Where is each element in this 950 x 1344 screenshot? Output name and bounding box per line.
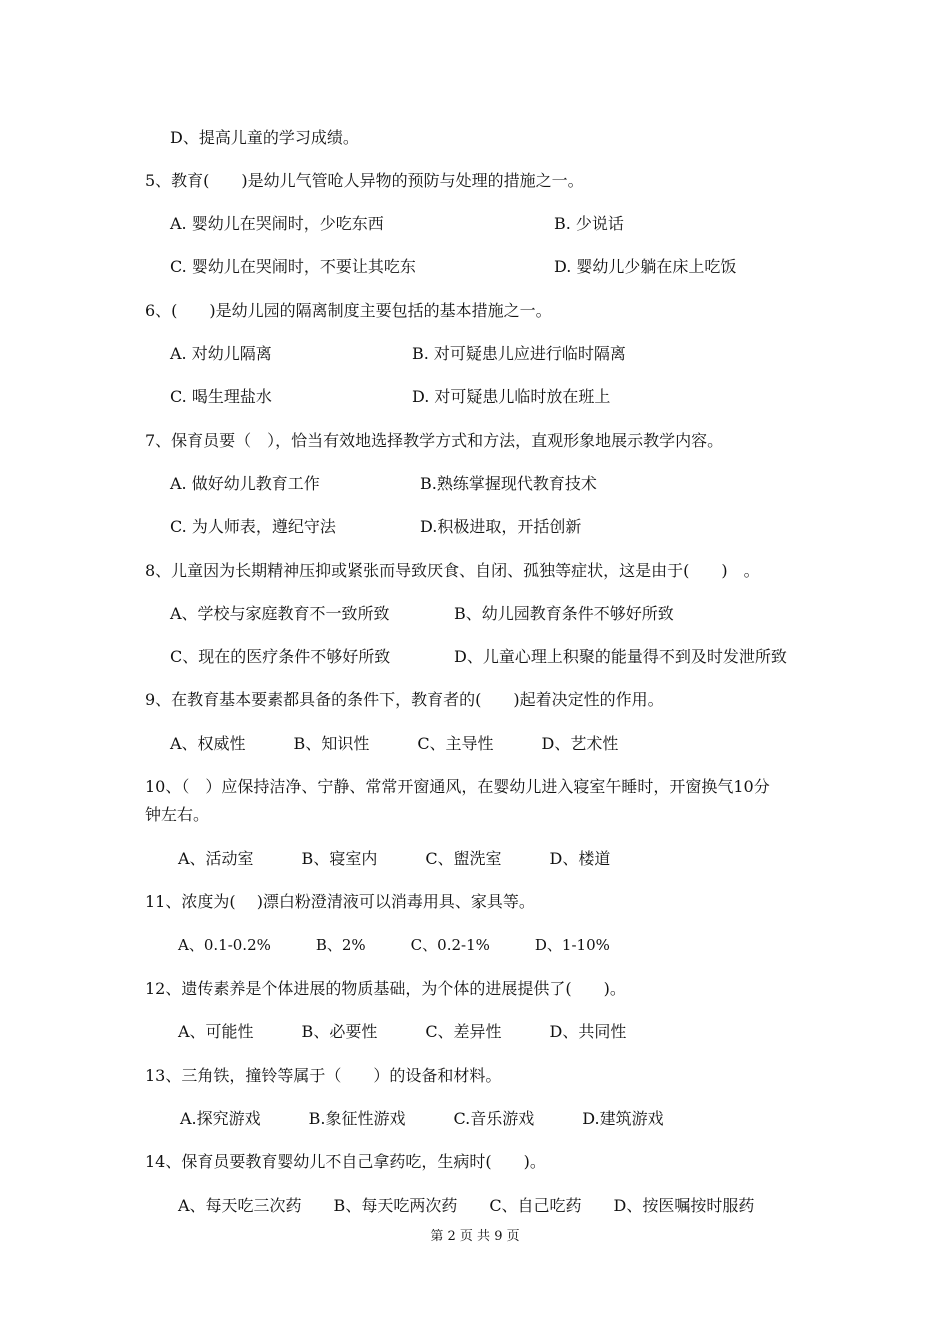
question-9: 9、在教育基本要素都具备的条件下，教育者的( )起着决定性的作用。 [145, 690, 664, 709]
q8-option-a: A、学校与家庭教育不一致所致 [170, 604, 390, 623]
q7-option-b: B.熟练掌握现代教育技术 [420, 474, 597, 493]
question-11: 11、浓度为( )漂白粉澄清液可以消毒用具、家具等。 [145, 892, 535, 911]
q7-option-a: A. 做好幼儿教育工作 [170, 474, 320, 493]
question-6: 6、( )是幼儿园的隔离制度主要包括的基本措施之一。 [145, 301, 552, 320]
q5-option-d: D. 婴幼儿少躺在床上吃饭 [554, 257, 737, 276]
q14-options: A、每天吃三次药 B、每天吃两次药 C、自己吃药 D、按医嘱按时服药 [178, 1196, 755, 1215]
question-7: 7、保育员要（ ），恰当有效地选择教学方式和方法，直观形象地展示教学内容。 [145, 431, 724, 450]
q11-options: A、0.1-0.2% B、2% C、0.2-1% D、1-10% [178, 936, 610, 954]
q7-option-c: C. 为人师表，遵纪守法 [170, 517, 336, 536]
question-13: 13、三角铁，撞铃等属于（ ）的设备和材料。 [145, 1066, 502, 1085]
question-12: 12、遗传素养是个体进展的物质基础，为个体的进展提供了( )。 [145, 979, 626, 998]
q4-option-d: D、提高儿童的学习成绩。 [170, 128, 359, 147]
question-10-line-2: 钟左右。 [145, 805, 210, 824]
q6-option-b: B. 对可疑患儿应进行临时隔离 [412, 344, 626, 363]
q5-option-b: B. 少说话 [554, 214, 624, 233]
q6-option-c: C. 喝生理盐水 [170, 387, 272, 406]
q13-options: A.探究游戏 B.象征性游戏 C.音乐游戏 D.建筑游戏 [180, 1109, 664, 1128]
question-8: 8、儿童因为长期精神压抑或紧张而导致厌食、自闭、孤独等症状，这是由于( ) 。 [145, 561, 760, 580]
q10-options: A、活动室 B、寝室内 C、盥洗室 D、楼道 [178, 849, 611, 868]
question-5: 5、教育( )是幼儿气管呛人异物的预防与处理的措施之一。 [145, 171, 584, 190]
question-10-line-1: 10、（ ）应保持洁净、宁静、常常开窗通风，在婴幼儿进入寝室午睡时，开窗换气10分 [145, 777, 770, 796]
q12-options: A、可能性 B、必要性 C、差异性 D、共同性 [178, 1022, 627, 1041]
q6-option-d: D. 对可疑患儿临时放在班上 [412, 387, 611, 406]
q5-option-c: C. 婴幼儿在哭闹时，不要让其吃东 [170, 257, 416, 276]
q8-option-b: B、幼儿园教育条件不够好所致 [454, 604, 674, 623]
q7-option-d: D.积极进取，开括创新 [420, 517, 582, 536]
q8-option-d: D、儿童心理上积聚的能量得不到及时发泄所致 [454, 647, 787, 666]
question-14: 14、保育员要教育婴幼儿不自己拿药吃，生病时( )。 [145, 1152, 546, 1171]
q9-options: A、权威性 B、知识性 C、主导性 D、艺术性 [170, 734, 619, 753]
q8-option-c: C、现在的医疗条件不够好所致 [170, 647, 391, 666]
page-footer: 第 2 页 共 9 页 [430, 1229, 520, 1244]
q5-option-a: A. 婴幼儿在哭闹时，少吃东西 [170, 214, 384, 233]
q6-option-a: A. 对幼儿隔离 [170, 344, 272, 363]
